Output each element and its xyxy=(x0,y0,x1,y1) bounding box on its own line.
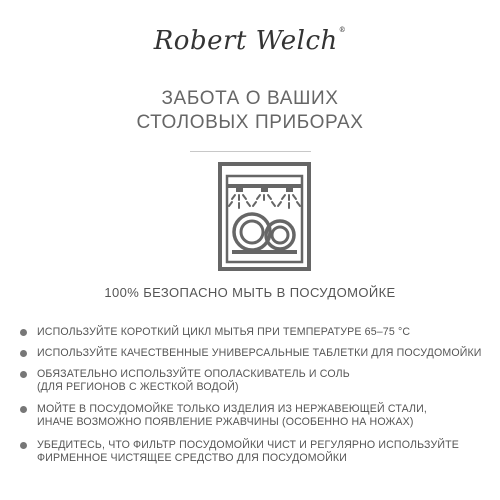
plate-small-rim xyxy=(272,227,288,243)
care-tip-line: УБЕДИТЕСЬ, ЧТО ФИЛЬТР ПОСУДОМОЙКИ ЧИСТ И РЕГУЛЯРНО ИСПОЛЬЗУЙТЕ xyxy=(37,439,459,451)
dishwasher-safe-label: 100% БЕЗОПАСНО МЫТЬ В ПОСУДОМОЙКЕ xyxy=(104,285,396,300)
bullet-dot xyxy=(20,371,27,378)
care-tip-line: (ДЛЯ РЕГИОНОВ С ЖЕСТКОЙ ВОДОЙ) xyxy=(37,381,239,393)
page-title-line-2: СТОЛОВЫХ ПРИБОРАХ xyxy=(136,112,364,133)
nozzle-right xyxy=(286,188,293,192)
brand-logo-text: Robert Welch xyxy=(153,26,338,56)
bullet-dot xyxy=(20,406,27,413)
care-tip-line: МОЙТЕ В ПОСУДОМОЙКЕ ТОЛЬКО ИЗДЕЛИЯ ИЗ НЕРЖАВЕЮЩЕЙ СТАЛИ, xyxy=(37,403,428,415)
care-tip-line: ФИРМЕННОЕ ЧИСТЯЩЕЕ СРЕДСТВО ДЛЯ ПОСУДОМОЙКИ xyxy=(37,452,348,464)
care-tip-line: ИСПОЛЬЗУЙТЕ КАЧЕСТВЕННЫЕ УНИВЕРСАЛЬНЫЕ ТАБЛЕТКИ ДЛЯ ПОСУДОМОЙКИ xyxy=(37,347,482,359)
page-title-line-1: ЗАБОТА О ВАШИХ xyxy=(161,88,339,109)
water-spray xyxy=(229,195,300,208)
nozzle-left xyxy=(236,188,243,192)
dishwasher-icon xyxy=(218,162,311,271)
care-tip-line: ИНАЧЕ ВОЗМОЖНО ПОЯВЛЕНИЕ РЖАВЧИНЫ (ОСОБЕННО НА НОЖАХ) xyxy=(37,416,414,428)
brand-logo xyxy=(0,26,500,56)
nozzle-middle xyxy=(261,188,268,192)
registered-mark: ® xyxy=(338,26,347,34)
title-divider xyxy=(190,151,311,152)
care-tip-line: ОБЯЗАТЕЛЬНО ИСПОЛЬЗУЙТЕ ОПОЛАСКИВАТЕЛЬ И СОЛЬ xyxy=(37,368,350,380)
spray-bar xyxy=(227,184,302,188)
bullet-dot xyxy=(20,329,27,336)
care-tip-line: ИСПОЛЬЗУЙТЕ КОРОТКИЙ ЦИКЛ МЫТЬЯ ПРИ ТЕМПЕРАТУРЕ 65–75 °C xyxy=(37,326,411,338)
bullet-dot xyxy=(20,442,27,449)
plate-large-rim xyxy=(241,221,263,243)
dish-rack xyxy=(232,250,297,254)
bullet-dot xyxy=(20,350,27,357)
